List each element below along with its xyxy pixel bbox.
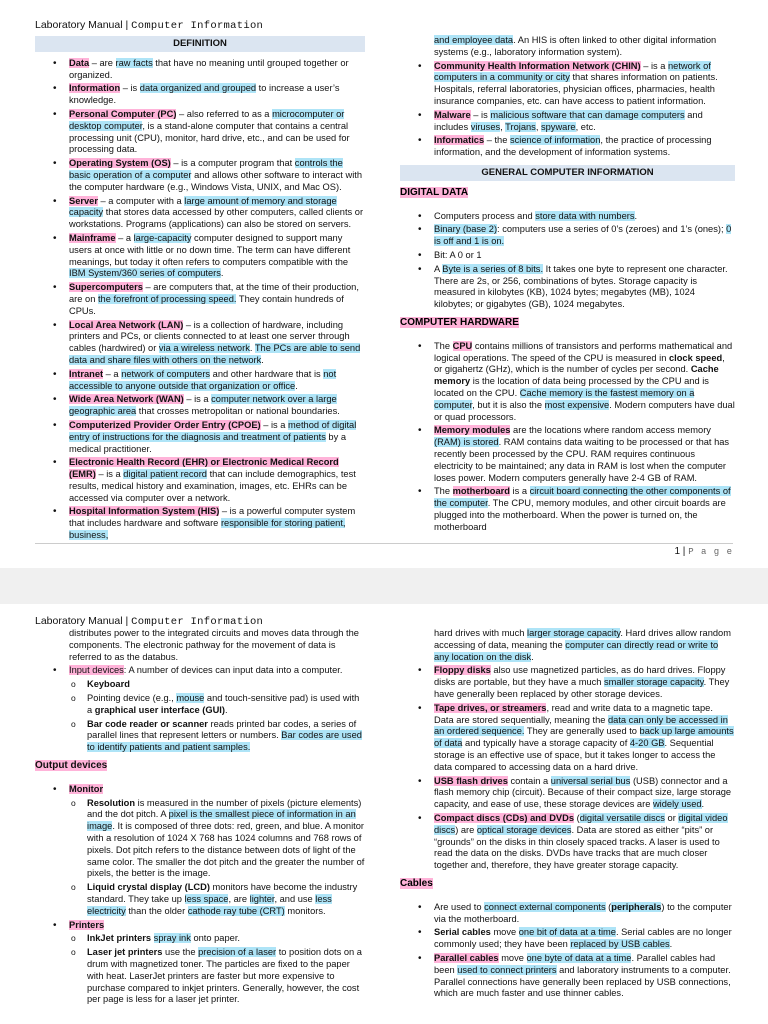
term: Printers <box>69 919 105 930</box>
text: to position dots on a drum with magnetized toner. The particles are fixed to the paper with heat. LaserJet printers are faster but more expensive to purchase compared to inkjet printers. Generally, however, the cost per page is less for a laser jet printer. <box>87 947 362 1005</box>
text: , but it is also the <box>472 399 545 410</box>
def-item <box>400 135 735 159</box>
term: Server <box>69 195 98 206</box>
highlight: digital patient record <box>123 469 207 480</box>
def-item <box>35 83 365 107</box>
text: The <box>434 486 453 497</box>
text: Computers process and <box>434 210 536 221</box>
highlight: spyware <box>540 121 576 132</box>
text: Bit: A 0 or 1 <box>434 249 482 260</box>
highlight: large amount of memory and storage capacity <box>69 195 337 218</box>
text: ) to the computer via the motherboard. <box>434 901 732 924</box>
highlight: Bar codes are used to identify patients and patient samples. <box>87 730 362 753</box>
text: use the <box>162 947 199 958</box>
highlight: 4-20 GB <box>629 738 665 749</box>
def-item <box>400 61 735 108</box>
text: Are used to <box>434 901 485 912</box>
text: (USB) connector and a flash memory chip (circuit). Because of their compact size, large storage capacity, and ease of use, these storage devices are <box>434 775 732 810</box>
text: , etc. <box>575 121 596 132</box>
text: . The CPU, memory modules, and other circuit boards are plugged into the motherboard. When the power is turned on, the motherboard <box>434 498 726 532</box>
storage-list <box>400 628 735 872</box>
highlight: computer network over a large geographic area <box>69 394 337 417</box>
text: Pointing device (e.g., <box>87 692 177 703</box>
term: Malware <box>434 109 471 120</box>
text: , <box>500 121 506 132</box>
text: or <box>664 812 679 823</box>
text: . Parallel cables had been <box>434 952 716 975</box>
text: . <box>220 268 224 279</box>
bold: Laser jet printers <box>87 947 163 958</box>
text: A <box>434 263 443 274</box>
highlight: microcomputer or desktop computer <box>69 108 345 131</box>
highlight: used to connect printers <box>457 964 557 975</box>
bold: Serial cables <box>434 927 491 938</box>
list-item <box>35 920 367 932</box>
highlight: network of computers <box>121 368 211 379</box>
highlight: digital video discs <box>434 812 728 835</box>
highlight: one bit of data at a time <box>518 927 616 938</box>
highlight: mouse <box>176 692 205 703</box>
text: is a <box>509 486 530 497</box>
text: – is a <box>640 60 668 71</box>
text: is the location of data being processed by the CPU and is located on the CPU. <box>434 376 709 398</box>
text: . <box>261 354 264 365</box>
footer-divider <box>35 543 733 544</box>
highlight: network of computers in a community or city <box>434 60 711 83</box>
cables-list <box>400 902 735 1000</box>
text: . <box>531 651 534 662</box>
document-page-2 <box>0 604 768 1024</box>
text: – is <box>470 109 491 120</box>
highlight: circuit board connecting the other components of the computer <box>434 486 731 509</box>
highlight: back up large amounts of data <box>434 726 734 749</box>
text: , are <box>228 893 250 904</box>
hardware-list-cont <box>35 628 367 754</box>
text: , is a stand-alone computer that contains a central processing unit (CPU), monitor, hard drive, etc., and can be used for processing data. <box>69 120 350 155</box>
text: , read and write data to a magnetic tape. Data are stored sequentially, meaning the <box>434 702 713 725</box>
term: Electronic Health Record (EHR) or Electronic Medical Record (EMR) <box>69 457 339 480</box>
definition-list-cont <box>400 35 735 159</box>
computer-hardware-heading <box>400 317 735 329</box>
highlight: precision of a laser <box>198 947 277 958</box>
right-column <box>400 35 735 535</box>
list-item <box>400 486 735 533</box>
term: Compact discs (CDs) and DVDs <box>434 812 574 823</box>
definition-heading: DEFINITION <box>35 36 365 52</box>
highlight: Byte is a series of 8 bits. <box>442 263 544 274</box>
list-item <box>35 784 367 796</box>
digital-data-heading-text: DIGITAL DATA <box>400 186 469 198</box>
page-footer <box>674 546 733 557</box>
bold: Bar code reader or scanner <box>87 718 208 729</box>
right-column <box>400 628 735 1002</box>
term: Intranet <box>69 368 104 379</box>
text: The <box>434 340 453 351</box>
output-list <box>35 784 367 1006</box>
list-item <box>400 813 735 872</box>
highlight: connect external components <box>484 901 606 912</box>
term: Tape drives, or streamers <box>434 702 547 713</box>
def-item <box>400 110 735 134</box>
highlight: data can only be accessed in an ordered sequence. <box>434 714 728 737</box>
text: . <box>701 799 705 810</box>
highlight: store data with numbers <box>535 210 635 221</box>
def-item <box>35 420 365 455</box>
text: They are generally used to <box>524 726 640 737</box>
text: . Modern computers have dual or quad processors. <box>434 399 735 422</box>
text: It takes one byte to represent one character. There are 2s, or 256, combinations of bytes. Storage capacity is measured in kilobytes (KB), 1024 bytes; megabytes (MB), 1024 kilobytes; or gigabytes (GB), 1024 megabytes. <box>434 263 728 310</box>
header-title: Computer Information <box>131 616 264 628</box>
term: Operating System (OS) <box>69 158 171 169</box>
text: . <box>249 343 255 354</box>
list-item <box>400 703 735 774</box>
highlight: 0 is off and 1 is on. <box>434 224 732 247</box>
list-item <box>400 224 735 248</box>
text: – the <box>484 135 510 146</box>
text: – a computer with a <box>97 195 185 206</box>
highlight: smaller storage capacity <box>604 677 704 688</box>
list-item <box>400 425 735 484</box>
list-item <box>400 902 735 926</box>
text: , the practice of processing information, and the development of information systems. <box>434 135 712 158</box>
text: that shares information on patients. Hospitals, referral laboratories, physician offices, pharmacies, health insurance companies, etc. can have access to patient information. <box>434 72 718 106</box>
header-title: Computer Information <box>131 20 264 32</box>
text: : computers use a series of 0’s (zeroes) and 1’s (ones); <box>497 224 727 235</box>
text: contain a <box>507 775 551 786</box>
highlight: method of digital entry of instructions for the diagnosis and treatment of patients <box>69 419 357 442</box>
highlight: one byte of data at a time <box>526 952 632 963</box>
text: – are computers that, at the time of their production, are on <box>69 282 359 304</box>
text: . An HIS is often linked to other digital information systems (e.g., laboratory information system). <box>434 35 717 57</box>
text: – is a <box>183 394 212 405</box>
term: Informatics <box>434 135 485 146</box>
text: – is a <box>95 469 124 480</box>
text: . <box>669 939 673 950</box>
term: Mainframe <box>69 232 116 243</box>
text: move <box>490 927 519 938</box>
page-header <box>35 19 263 32</box>
text: and laboratory instruments to a computer. Parallel connections have generally been replaced by USB connections, which are much faster and use thinner cables. <box>434 964 731 999</box>
text: . Sequential storage is an effective use of space, but it takes longer to access the data compared to accessing data on a hard drive. <box>434 738 716 772</box>
highlight: less space <box>184 893 229 904</box>
highlight: universal serial bus <box>550 775 631 786</box>
def-item <box>35 58 365 82</box>
page-number: 1 | <box>674 546 689 557</box>
text: than the older <box>125 905 188 916</box>
highlight: IBM System/360 series of computers <box>69 268 221 279</box>
general-info-heading: GENERAL COMPUTER INFORMATION <box>400 165 735 181</box>
def-item <box>35 320 365 367</box>
text: that stores data accessed by other computers, called clients or workstations. Programs (applications) can also be stored on servers. <box>69 207 364 230</box>
bold: Cache memory <box>434 364 719 387</box>
text: , or gigahertz (GHz), which is the number of cycles per second. <box>434 352 725 375</box>
list-item <box>400 250 735 262</box>
text: and touch-sensitive pad) is used with a <box>87 692 360 715</box>
list-item-continued <box>35 628 367 663</box>
sub-item <box>35 719 367 754</box>
text: They contain hundreds of CPUs. <box>69 293 344 316</box>
highlight: lighter <box>249 893 275 904</box>
text: by a medical practitioner. <box>69 431 346 454</box>
digital-data-heading <box>400 187 735 199</box>
def-item-continued <box>400 35 735 59</box>
text: reads printed bar codes, a series of parallel lines that represent letters or numbers. <box>87 718 357 741</box>
highlight: most expensive <box>544 399 610 410</box>
highlight: spray ink <box>153 933 191 944</box>
text: – is a <box>260 419 289 430</box>
highlight: raw facts <box>115 57 153 68</box>
text: – is a collection of hardware, including printers and PCs, or clients connected to at least one server through cables (hardwired) or <box>69 319 350 354</box>
highlight: large-capacity <box>133 232 192 243</box>
def-item <box>35 233 365 280</box>
text: distributes power to the integrated circuits and moves data through the components. The electronic pathway for the movement of data is referred to as the databus. <box>69 628 359 662</box>
term: Local Area Network (LAN) <box>69 319 184 330</box>
highlight: science of information <box>509 135 601 146</box>
term: Floppy disks <box>434 665 491 676</box>
text: – a <box>115 232 134 243</box>
list-item <box>400 776 735 811</box>
highlight: Binary (base 2) <box>434 224 498 235</box>
term: motherboard <box>452 486 510 497</box>
def-item <box>35 394 365 418</box>
highlight: The PCs are able to send data and share files with others on the network <box>69 343 361 365</box>
term: Personal Computer (PC) <box>69 108 177 119</box>
text: . <box>295 380 298 391</box>
definition-list <box>35 58 365 542</box>
text: – is a computer program that <box>170 158 295 169</box>
def-item <box>35 282 365 317</box>
text: , and use <box>274 893 316 904</box>
bold: Keyboard <box>87 679 130 690</box>
text: to increase a user’s knowledge. <box>69 83 340 106</box>
bold: InkJet printers <box>87 933 152 944</box>
term: Wide Area Network (WAN) <box>69 394 184 405</box>
term: Parallel cables <box>434 952 499 963</box>
text: monitors. <box>284 905 326 916</box>
term: Hospital Information System (HIS) <box>69 506 220 517</box>
text: – a <box>103 368 122 379</box>
highlight: larger storage capacity <box>527 628 621 638</box>
sub-item <box>35 693 367 717</box>
highlight: (RAM) is stored <box>434 437 499 448</box>
text: . RAM contains data waiting to be processed or that has recently been processed by the CPU. RAM requires continuous electricity to be maintained; any data in RAM is lost when the computer loses power. Modern computers generally have 2-4 GB of RAM. <box>434 437 730 483</box>
term: Supercomputers <box>69 282 143 293</box>
text: and other hardware that is <box>210 368 324 379</box>
highlight: data organized and grouped <box>139 83 257 94</box>
text: – is a powerful computer system that includes hardware and software <box>69 506 356 529</box>
term: CPU <box>452 340 473 351</box>
list-item <box>35 665 367 677</box>
term: Input devices <box>69 665 124 676</box>
text: and allows other software to interact with the computer hardware (e.g., Windows Vista, UNIX, and Mac OS). <box>69 169 363 192</box>
text: – are <box>89 57 116 68</box>
cables-heading <box>400 878 735 890</box>
sub-item <box>35 679 367 691</box>
list-item <box>400 211 735 223</box>
highlight: not accessible to anyone outside that organization or office <box>69 368 337 391</box>
text: ( <box>605 901 612 912</box>
term: USB flash drives <box>434 775 508 786</box>
term: Memory modules <box>434 425 511 436</box>
cables-heading-text: Cables <box>400 877 433 889</box>
digital-data-list <box>400 211 735 311</box>
text: – is <box>120 83 140 94</box>
highlight: optical storage devices <box>476 824 572 835</box>
list-item <box>400 665 735 700</box>
highlight: via a wireless network <box>158 343 250 354</box>
term: Community Health Information Network (CHIN) <box>434 60 641 71</box>
def-item <box>35 506 365 541</box>
def-item <box>35 109 365 156</box>
bold: clock speed <box>668 352 723 363</box>
highlight: Trojans <box>505 121 536 132</box>
text: and includes <box>434 109 703 132</box>
highlight: and employee data <box>434 35 514 45</box>
sub-item <box>35 882 367 917</box>
text: move <box>498 952 527 963</box>
text: . Data are stored as either “pits” or “grounds” on the disks in thin closely spaced tracks. A laser is used to read the data on the disks. DVDs have tracks that are much closer together and, therefore, they have greater storage capacity. <box>434 824 720 871</box>
text: – also referred to as a <box>176 108 273 119</box>
highlight: peripherals <box>611 901 662 912</box>
highlight: computer can directly read or write to any location on the disk <box>434 639 719 662</box>
text: . It is composed of three dots: red, green, and blue. A monitor with a resolution of 1024 X 768 has 1024 columns and 768 rows of pixels. Dot pitch refers to the distance between dots of light of the same color. The smaller the dot pitch and the greater the number of pixels, the better is the image. <box>87 821 365 879</box>
def-item <box>35 457 365 504</box>
highlight: pixel is the smallest piece of information in an image <box>87 809 356 832</box>
page-word: P a g e <box>688 547 733 557</box>
text: . Serial cables are no longer commonly used; they have been <box>434 927 732 950</box>
text: onto paper. <box>190 933 240 944</box>
sub-item <box>35 947 367 1006</box>
text: . <box>224 704 228 715</box>
text: ) are <box>455 824 477 835</box>
highlight: viruses <box>470 121 501 132</box>
text: . They have generally been replaced by other storage devices. <box>434 677 730 699</box>
text: hard drives with much <box>434 628 528 638</box>
page-header <box>35 615 263 628</box>
output-devices-heading-text: Output devices <box>35 759 108 771</box>
output-devices-heading <box>35 760 367 772</box>
highlight: controls the basic operation of a computer <box>69 158 343 180</box>
list-item <box>400 927 735 951</box>
text: that crosses metropolitan or national boundaries. <box>136 406 340 417</box>
term: Computerized Provider Order Entry (CPOE) <box>69 419 261 430</box>
computer-hardware-heading-text: COMPUTER HARDWARE <box>400 316 519 328</box>
term: Data <box>69 57 90 68</box>
text: also use magnetized particles, as do hard drives. Floppy disks are portable, but they have a much <box>434 665 726 688</box>
text: . <box>634 210 638 221</box>
header-prefix: Laboratory Manual | <box>35 615 132 627</box>
term: Monitor <box>69 783 104 794</box>
term: Information <box>69 83 121 94</box>
list-item <box>400 264 735 311</box>
bold: Liquid crystal display (LCD) <box>87 882 210 893</box>
highlight: replaced by USB cables <box>570 939 670 950</box>
sub-item <box>35 798 367 881</box>
highlight: Cache memory is the fastest memory on a computer <box>434 387 695 410</box>
text: : A number of devices can input data into a computer. <box>123 665 343 676</box>
text: monitors have become the industry standard. They take up <box>87 882 358 904</box>
text: computer designed to support many users at once with little or no down time. The term can have different meanings, but today it often refers to computers compatible with the <box>69 232 351 267</box>
text: , <box>535 121 541 132</box>
highlight: widely used <box>652 799 702 810</box>
highlight: cathode ray tube (CRT) <box>187 905 285 916</box>
bold: Resolution <box>87 797 136 808</box>
def-item <box>35 196 365 231</box>
hardware-list <box>400 341 735 534</box>
left-column <box>35 628 367 1008</box>
text: that have no meaning until grouped together or organized. <box>69 57 349 80</box>
def-item <box>35 369 365 393</box>
text: are the locations where random access memory <box>510 425 711 436</box>
text: ( <box>574 812 580 823</box>
bold: graphical user interface (GUI) <box>94 704 225 715</box>
list-item-continued <box>400 628 735 663</box>
text: and typically have a storage capacity of <box>462 738 630 749</box>
sub-item <box>35 933 367 945</box>
text: is measured in the number of pixels (picture elements) and the dot pitch. A <box>87 797 362 820</box>
highlight: digital versatile discs <box>579 812 665 823</box>
highlight: responsible for storing patient, business, <box>69 518 346 541</box>
list-item <box>400 953 735 1000</box>
def-item <box>35 158 365 193</box>
text: . Hard drives allow random accessing of data, meaning the <box>434 628 731 650</box>
text: contains millions of transistors and performs mathematical and logical operations. The speed of the CPU is measured in <box>434 340 733 363</box>
header-prefix: Laboratory Manual | <box>35 19 132 31</box>
list-item <box>400 341 735 424</box>
text: that can include demographics, test results, medical history and examination, images, etc. EHRs can be accessed via computer over a network. <box>69 469 356 503</box>
highlight: the forefront of processing speed. <box>97 293 237 304</box>
left-column <box>35 34 365 544</box>
highlight: less electricity <box>87 893 332 916</box>
highlight: malicious software that can damage computers <box>490 109 685 120</box>
